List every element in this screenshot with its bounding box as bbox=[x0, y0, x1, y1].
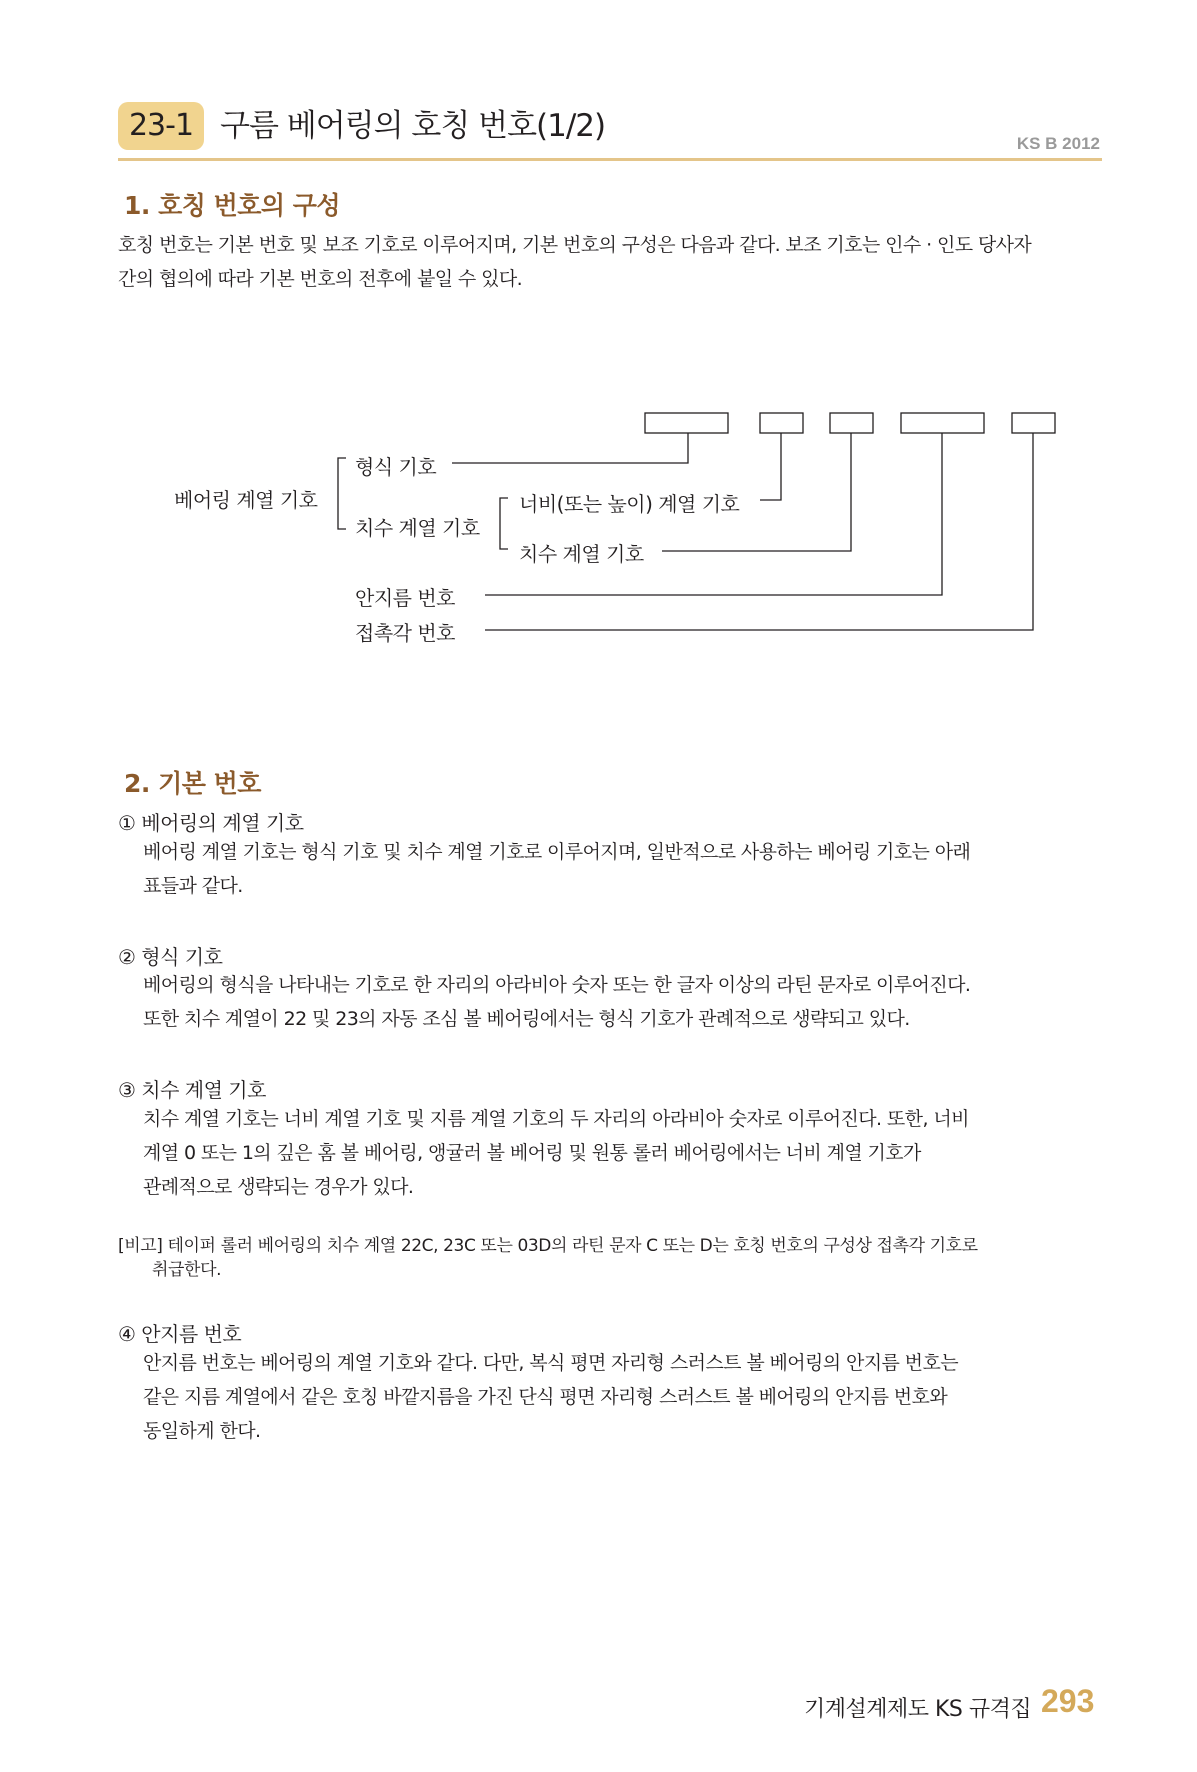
code-box-bore bbox=[901, 413, 984, 433]
section1-paragraph bbox=[118, 228, 1031, 296]
item4-title: ④ 안지름 번호 bbox=[118, 1322, 242, 1346]
para-line: 동일하게 한다. bbox=[143, 1420, 261, 1442]
label-diameter-series: 치수 계열 기호 bbox=[519, 542, 644, 566]
label-bore-number: 안지름 번호 bbox=[355, 586, 455, 610]
code-box-width bbox=[760, 413, 803, 433]
para-line: 계열 0 또는 1의 깊은 홈 볼 베어링, 앵귤러 볼 베어링 및 원통 롤러 베어링에서는 너비 계열 기호가 bbox=[143, 1142, 921, 1164]
note-line: 취급한다. bbox=[152, 1260, 222, 1280]
code-box-diameter bbox=[830, 413, 873, 433]
item3-body bbox=[143, 1102, 969, 1204]
standard-code: KS B 2012 bbox=[1016, 134, 1100, 153]
item2-body bbox=[143, 968, 970, 1036]
label-bearing-series: 베어링 계열 기호 bbox=[174, 488, 318, 512]
para-line: 베어링 계열 기호는 형식 기호 및 치수 계열 기호로 이루어지며, 일반적으로 사용하는 베어링 기호는 아래 bbox=[143, 841, 971, 863]
section-number-badge: 23-1 bbox=[118, 102, 204, 150]
para-line: 베어링의 형식을 나타내는 기호로 한 자리의 아라비아 숫자 또는 한 글자 이상의 라틴 문자로 이루어진다. bbox=[143, 974, 971, 996]
code-box-contact bbox=[1012, 413, 1055, 433]
para-line: 간의 협의에 따라 기본 번호의 전후에 붙일 수 있다. bbox=[118, 268, 523, 290]
label-dimension-series: 치수 계열 기호 bbox=[355, 516, 480, 540]
item1-body bbox=[143, 835, 970, 903]
para-line: 같은 지름 계열에서 같은 호칭 바깥지름을 가진 단식 평면 자리형 스러스트 볼 베어링의 안지름 번호와 bbox=[143, 1386, 948, 1408]
item1-title: ① 베어링의 계열 기호 bbox=[118, 811, 304, 835]
book-title: 기계설계제도 KS 규격집 bbox=[804, 1697, 1032, 1722]
section2-heading: 2. 기본 번호 bbox=[124, 769, 261, 798]
para-line: 표들과 같다. bbox=[143, 875, 243, 897]
page-number: 293 bbox=[1041, 1683, 1095, 1719]
label-type-symbol: 형식 기호 bbox=[355, 455, 437, 479]
section1-heading: 1. 호칭 번호의 구성 bbox=[124, 191, 341, 220]
line-contact bbox=[485, 433, 1033, 630]
header-divider bbox=[118, 158, 1102, 161]
line-width bbox=[760, 433, 781, 500]
para-line: 호칭 번호는 기본 번호 및 보조 기호로 이루어지며, 기본 번호의 구성은 다음과 같다. 보조 기호는 인수 · 인도 당사자 bbox=[118, 234, 1032, 256]
page-title: 구름 베어링의 호칭 번호(1/2) bbox=[220, 108, 606, 144]
para-line: 안지름 번호는 베어링의 계열 기호와 같다. 다만, 복식 평면 자리형 스러스트 볼 베어링의 안지름 번호는 bbox=[143, 1352, 958, 1374]
page-header bbox=[118, 100, 1102, 164]
label-width-series: 너비(또는 높이) 계열 기호 bbox=[519, 492, 740, 516]
para-line: 치수 계열 기호는 너비 계열 기호 및 지름 계열 기호의 두 자리의 아라비아 숫자로 이루어진다. 또한, 너비 bbox=[143, 1108, 969, 1130]
para-line: 관례적으로 생략되는 경우가 있다. bbox=[143, 1176, 414, 1198]
note-line: [비고] 테이퍼 롤러 베어링의 치수 계열 22C, 23C 또는 03D의 라틴 문자 C 또는 D는 호칭 번호의 구성상 접촉각 기호로 bbox=[118, 1236, 978, 1256]
remark-note bbox=[118, 1234, 978, 1282]
para-line: 또한 치수 계열이 22 및 23의 자동 조심 볼 베어링에서는 형식 기호가 관례적으로 생략되고 있다. bbox=[143, 1008, 910, 1030]
item4-body bbox=[143, 1346, 958, 1448]
line-type bbox=[452, 433, 688, 463]
bracket-series bbox=[338, 458, 346, 529]
label-contact-angle: 접촉각 번호 bbox=[355, 621, 455, 645]
bracket-dimension bbox=[500, 498, 508, 549]
item2-title: ② 형식 기호 bbox=[118, 945, 223, 969]
code-box-type bbox=[645, 413, 728, 433]
item3-title: ③ 치수 계열 기호 bbox=[118, 1078, 266, 1102]
